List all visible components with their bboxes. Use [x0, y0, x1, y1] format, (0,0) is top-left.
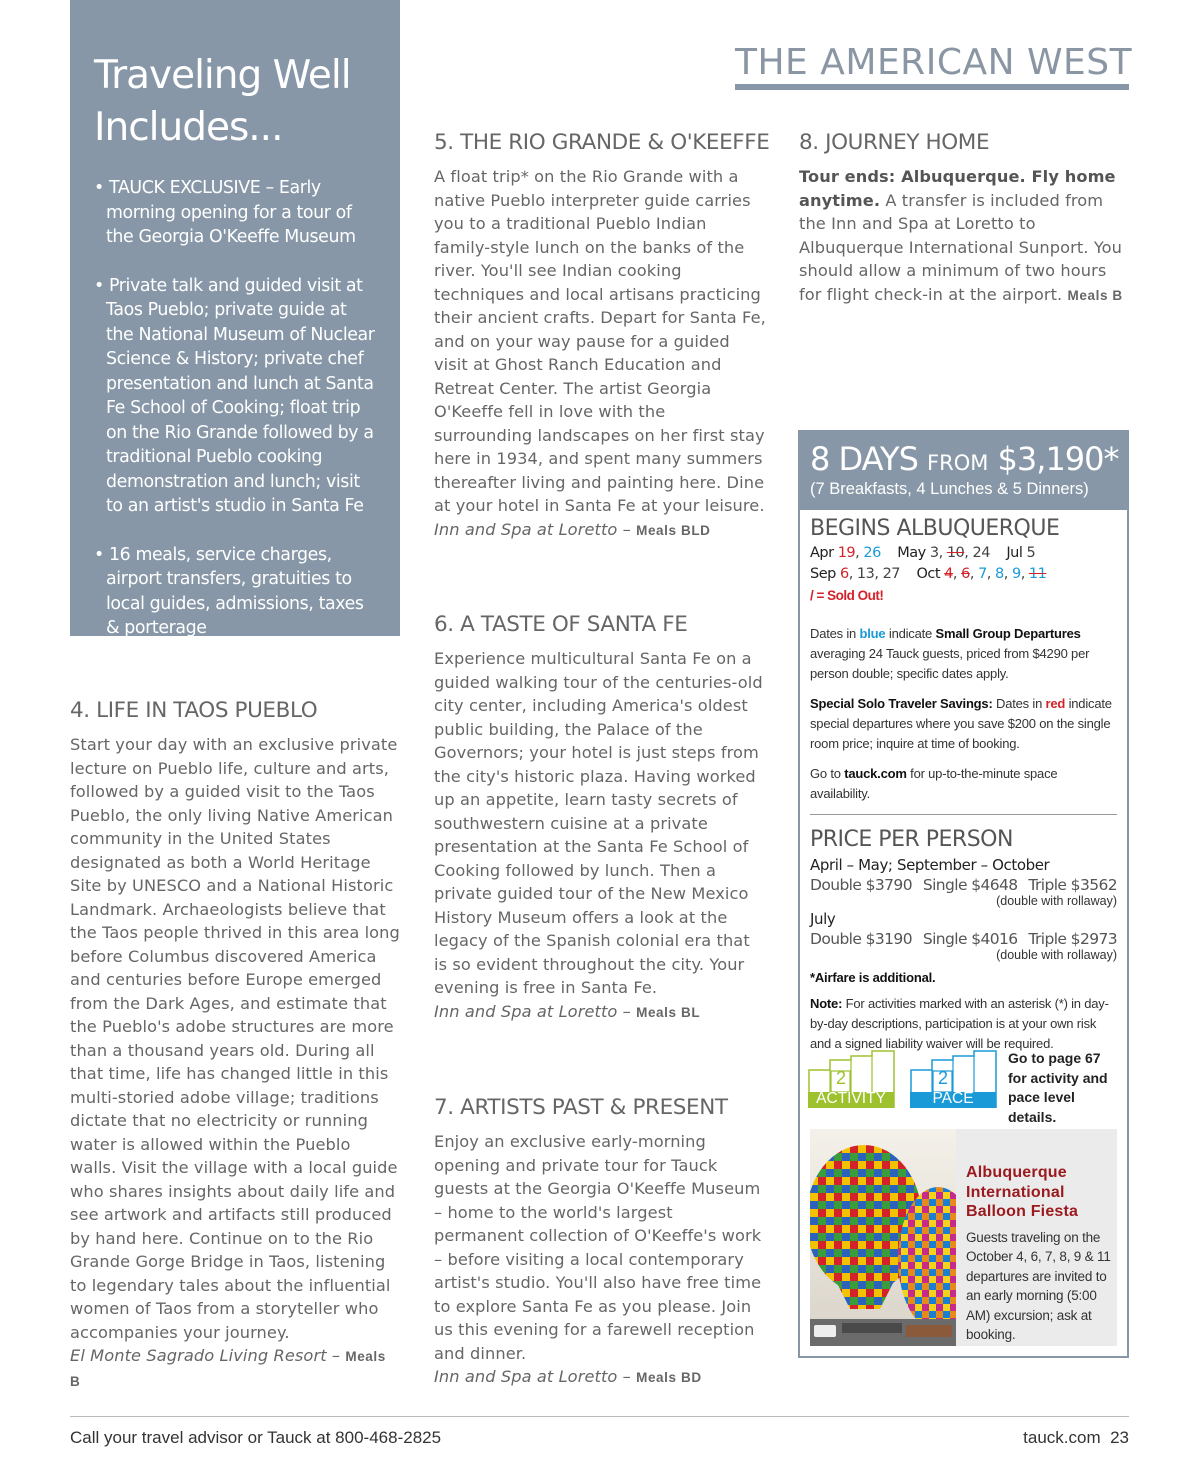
footer-right [1023, 1428, 1129, 1448]
day-7 [434, 1095, 766, 1390]
day-title: 7. ARTISTS PAST & PRESENT [434, 1095, 728, 1120]
day-title: 8. JOURNEY HOME [799, 130, 990, 155]
day-8 [799, 130, 1131, 307]
footer-rule [70, 1416, 1129, 1417]
meals-code: Meals BL [636, 1004, 701, 1020]
day-title: 4. LIFE IN TAOS PUEBLO [70, 698, 318, 723]
hotel-name: El Monte Sagrado Living Resort [70, 1346, 327, 1365]
meals-code: Meals B [1067, 287, 1123, 303]
title-rule [735, 84, 1129, 90]
hotel-name: Inn and Spa at Loretto [434, 519, 618, 539]
price-headline: 8 DAYS FROM $3,190* (7 Breakfasts, 4 Lunches & 5 Dinners) [800, 432, 1127, 510]
begins-heading: BEGINS ALBUQUERQUE [810, 516, 1060, 541]
airfare-note: *Airfare is additional. [810, 970, 936, 985]
footer-site[interactable]: tauck.com [1023, 1428, 1101, 1447]
activity-level-icon: 2 ACTIVITY [808, 1050, 896, 1108]
day-body: Experience multicultural Santa Fe on a guided walking tour of the centuries-old city center, including America's oldest public building, the Palace of the Governors; your hotel is just steps from the city's historic plaza. Having worked up an appetite, learn tasty secrets of southwestern cuisine at a private presentation at the Santa Fe School of Cooking followed by lunch. Then a private guided tour of the New Mexico History Museum offers a look at the legacy of the Spanish colonial era that is so evident throughout the city. Your evening is free in Santa Fe. Inn and Spa at Loretto – Meals BL [434, 649, 763, 1021]
price-heading: PRICE PER PERSON [810, 827, 1013, 852]
level-note: Go to page 67 for activity and pace level details. [1008, 1050, 1108, 1125]
day-lead: Tour ends: Albuquerque. Fly home anytime. [799, 167, 1116, 210]
hotel-name: Inn and Spa at Loretto [434, 1367, 618, 1386]
day-title: 5. THE RIO GRANDE & O'KEEFFE [434, 130, 770, 155]
includes-list [94, 176, 378, 641]
meals-summary: (7 Breakfasts, 4 Lunches & 5 Dinners) [810, 480, 1089, 498]
price-period: April – May; September – October Double $3790 Single $4648 Triple $3562 (double with rollaway) [810, 856, 1117, 908]
day-body: A float trip* on the Rio Grande with a native Pueblo interpreter guide carries you to a traditional Pueblo Indian family-style lunch on the banks of the river. You'll see Indian cooking techniques and local artisans practicing their ancient crafts. Depart for Santa Fe, and on your way pause for a guided visit at Ghost Ranch Education and Retreat Center. The artist Georgia O'Keeffe fell in love with the surrounding landscapes on her first stay here in 1934, and spent many summers thereafter living and painting here. Dine at your hotel in Santa Fe at your leisure. Inn and Spa at Loretto – Meals BLD [434, 167, 766, 539]
divider [810, 814, 1117, 815]
includes-item: • Private talk and guided visit at Taos Pueblo; private guide at the National Museum of Nuclear Science & History; private chef presentation and lunch at Santa Fe School of Cooking; float trip on the Rio Grande followed by a traditional Pueblo cooking demonstration and lunch; visit to an artist's studio in Santa Fe [94, 274, 378, 519]
day-4 [70, 698, 400, 1393]
day-body: Tour ends: Albuquerque. Fly home anytime. A transfer is included from the Inn and Spa at Loretto to Albuquerque International Sunport. You should allow a minimum of two hours for flight check-in at the airport. Meals B [799, 167, 1123, 304]
availability-note: Go to tauck.com for up-to-the-minute space availability. [810, 766, 1058, 801]
tauck-link[interactable]: tauck.com [844, 766, 907, 781]
day-5 [434, 130, 770, 542]
section-title: THE AMERICAN WEST [735, 42, 1133, 83]
balloon-title: Albuquerque International Balloon Fiesta [966, 1164, 1079, 1220]
solo-note: Special Solo Traveler Savings: Dates in red indicate special departures where you save $200 on the single room price; inquire at time of booking. [810, 696, 1112, 751]
balloon-photo [810, 1129, 956, 1346]
includes-heading: Traveling Well Includes... [94, 53, 351, 150]
hotel-name: Inn and Spa at Loretto [434, 1001, 618, 1021]
balloon-panel [810, 1129, 1117, 1346]
meals-code: Meals B [70, 1349, 386, 1389]
includes-box [70, 0, 400, 636]
balloon-body: Guests traveling on the October 4, 6, 7, 8, 9 & 11 departures are invited to an early morning (5:00 AM) excursion; ask at booking. [966, 1229, 1111, 1343]
day-6 [434, 612, 766, 1024]
day-body: Enjoy an exclusive early-morning opening and private tour for Tauck guests at the Georgia O'Keeffe Museum – home to the world's largest permanent collection of O'Keeffe's work – before visiting a local contemporary artist's studio. You'll also have free time to explore Santa Fe as you please. Join us this evening for a farewell reception and dinner. Inn and Spa at Loretto – Meals BD [434, 1132, 762, 1386]
page-number: 23 [1110, 1428, 1129, 1447]
departure-dates: Apr 19, 26 May 3, 10, 24 Jul 5 Sep 6, 13, 27 Oct 4, 6, 7, 8, 9, 11 / = Sold Out! [810, 543, 1117, 606]
price-period: July Double $3190 Single $4016 Triple $2973 (double with rollaway) [810, 910, 1117, 962]
pace-level-icon: 2 PACE [910, 1050, 998, 1108]
day-title: 6. A TASTE OF SANTA FE [434, 612, 688, 637]
footer-phone: Call your travel advisor or Tauck at 800-468-2825 [70, 1428, 442, 1447]
liability-note: Note: For activities marked with an asterisk (*) in day-by-day descriptions, participation is at your own risk and a signed liability waiver will be required. [810, 996, 1109, 1051]
small-group-note: Dates in blue indicate Small Group Departures averaging 24 Tauck guests, priced from $4290 per person double; specific dates apply. [810, 626, 1090, 681]
includes-item: • TAUCK EXCLUSIVE – Early morning opening for a tour of the Georgia O'Keeffe Museum [94, 176, 378, 250]
includes-item: • 16 meals, service charges, airport transfers, gratuities to local guides, admissions, taxes & porterage [94, 543, 378, 641]
meals-code: Meals BLD [636, 522, 711, 538]
sold-out-legend: / = Sold Out! [810, 588, 884, 603]
day-body: Start your day with an exclusive private lecture on Pueblo life, culture and arts, followed by a guided visit to the Taos Pueblo, the only living Native American community in the United States designated as both a World Heritage Site by UNESCO and a National Historic Landmark. Archaeologists believe that the Taos people thrived in this area long before Columbus discovered America and centuries before Europe emerged from the Dark Ages, and estimate that the Pueblo's adobe structures are more than a thousand years old. During all that time, life has changed little in this multi-storied adobe village; traditions dictate that no electricity or running water is allowed within the Pueblo walls. Visit the village with a local guide who shares insights about daily life and see artwork and artifacts still produced by hand here. Continue on to the Rio Grande Gorge Bridge in Taos, listening to legendary tales about the influential women of Taos from a storyteller who accompanies your journey. El Monte Sagrado Living Resort – Meals B [70, 735, 400, 1389]
meals-code: Meals BD [636, 1370, 702, 1385]
